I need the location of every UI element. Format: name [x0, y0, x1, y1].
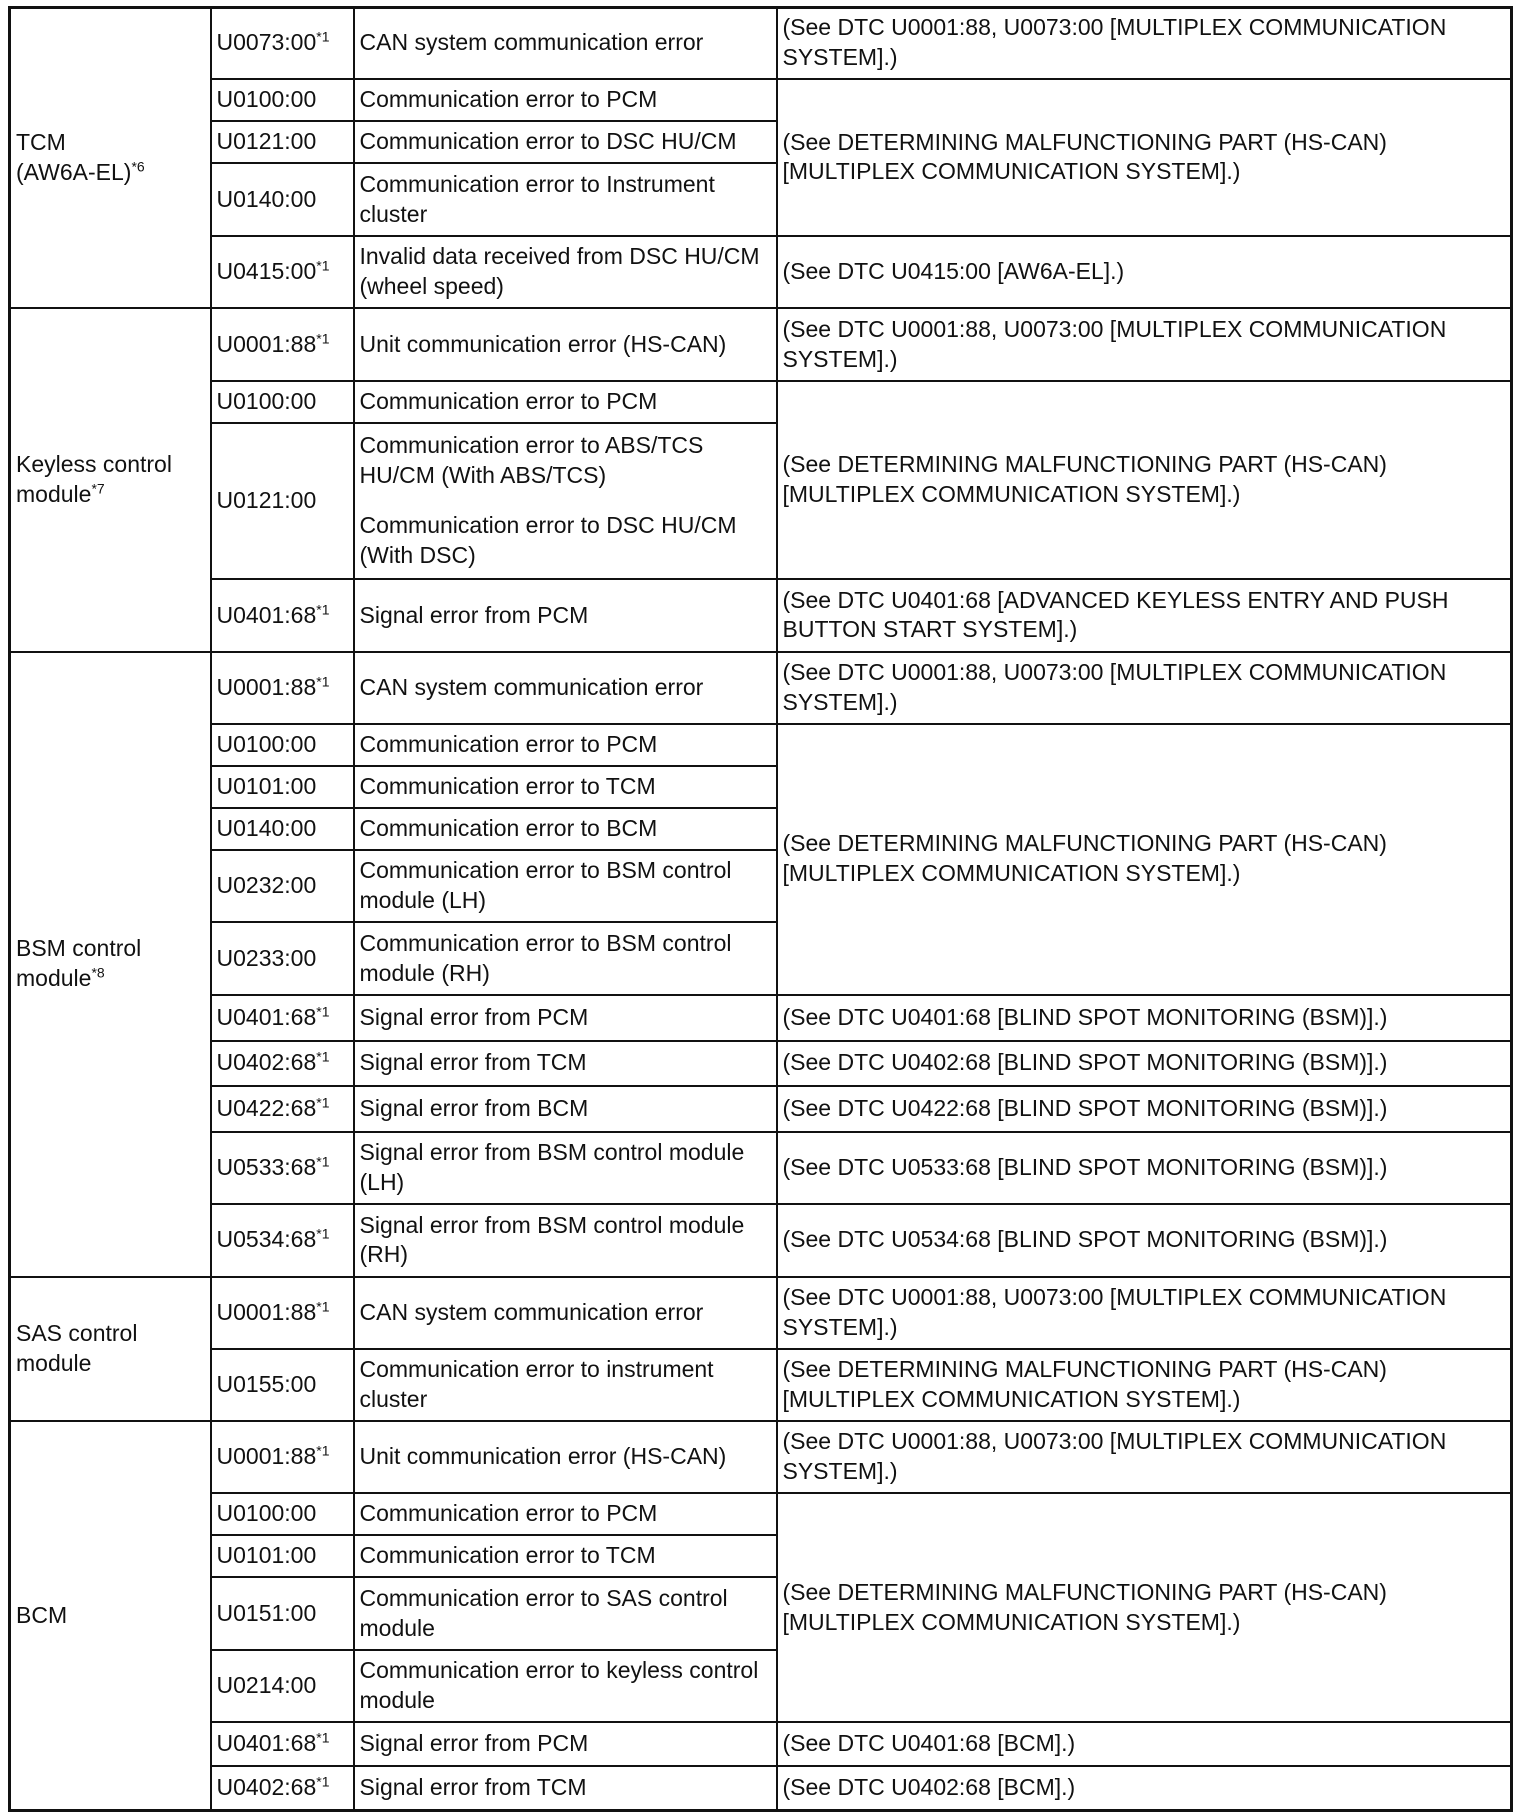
dtc-code-cell: [211, 1577, 354, 1649]
dtc-code: U0415:00: [216, 258, 317, 285]
dtc-code-cell: [211, 1041, 354, 1086]
module-cell: [10, 1421, 211, 1811]
dtc-footnote: *1: [316, 600, 330, 617]
dtc-code-cell: [211, 8, 354, 79]
dtc-code: U0100:00: [216, 85, 317, 112]
table-row: [10, 1132, 1512, 1204]
module-name: BCM: [16, 1601, 68, 1628]
dtc-description: Communication error to instrument cluster: [354, 1349, 777, 1421]
dtc-code: U0101:00: [216, 773, 317, 800]
dtc-description: Communication error to BSM control module (RH): [354, 922, 777, 994]
dtc-reference: (See DETERMINING MALFUNCTIONING PART (HS-CAN) [MULTIPLEX COMMUNICATION SYSTEM].): [777, 381, 1512, 580]
dtc-description: Signal error from TCM: [354, 1766, 777, 1810]
module-cell: [10, 1277, 211, 1421]
dtc-description: Unit communication error (HS-CAN): [354, 1421, 777, 1493]
dtc-reference: (See DETERMINING MALFUNCTIONING PART (HS-CAN) [MULTIPLEX COMMUNICATION SYSTEM].): [777, 1493, 1512, 1722]
dtc-description: Communication error to Instrument cluster: [354, 163, 777, 236]
dtc-reference: (See DTC U0401:68 [BCM].): [777, 1722, 1512, 1766]
dtc-reference: (See DTC U0001:88, U0073:00 [MULTIPLEX COMMUNICATION SYSTEM].): [777, 1421, 1512, 1493]
dtc-code-cell: [211, 423, 354, 580]
dtc-code-cell: [211, 1493, 354, 1535]
dtc-code: U0534:68: [216, 1226, 317, 1253]
table-row: [10, 1277, 1512, 1349]
dtc-code-cell: [211, 808, 354, 850]
table-row: [10, 1041, 1512, 1086]
table-row: [10, 579, 1512, 651]
dtc-code: U0151:00: [216, 1599, 317, 1626]
dtc-description: Invalid data received from DSC HU/CM (wheel speed): [354, 236, 777, 308]
dtc-code: U0402:68: [216, 1774, 317, 1801]
module-name: Keyless control module: [16, 451, 172, 507]
dtc-reference: (See DTC U0533:68 [BLIND SPOT MONITORING (BSM)].): [777, 1132, 1512, 1204]
dtc-footnote: *1: [316, 1003, 330, 1020]
dtc-description: Signal error from PCM: [354, 1722, 777, 1766]
dtc-description: Communication error to keyless control module: [354, 1650, 777, 1722]
table-row: [10, 308, 1512, 380]
dtc-reference: (See DTC U0402:68 [BCM].): [777, 1766, 1512, 1810]
dtc-description: Signal error from BSM control module (RH): [354, 1204, 777, 1276]
dtc-description: Communication error to BSM control module (LH): [354, 850, 777, 922]
dtc-code-cell: [211, 1132, 354, 1204]
dtc-reference: (See DTC U0415:00 [AW6A-EL].): [777, 236, 1512, 308]
dtc-footnote: *1: [316, 1153, 330, 1170]
table-row: [10, 1349, 1512, 1421]
dtc-code: U0533:68: [216, 1154, 317, 1181]
dtc-description: CAN system communication error: [354, 652, 777, 724]
table-row: [10, 1722, 1512, 1766]
dtc-code: U0140:00: [216, 815, 317, 842]
dtc-code-cell: [211, 995, 354, 1041]
dtc-description: Communication error to PCM: [354, 724, 777, 766]
dtc-code: U0001:88: [216, 1298, 317, 1325]
dtc-code-cell: [211, 850, 354, 922]
module-cell: [10, 8, 211, 309]
table-row: [10, 1766, 1512, 1810]
dtc-code-cell: [211, 79, 354, 121]
dtc-code: U0402:68: [216, 1049, 317, 1076]
dtc-description: Communication error to PCM: [354, 381, 777, 423]
dtc-table: [8, 6, 1513, 1812]
dtc-code: U0401:68: [216, 1003, 317, 1030]
module-footnote: *8: [91, 964, 105, 981]
dtc-footnote: *1: [316, 1442, 330, 1459]
dtc-description: Communication error to TCM: [354, 766, 777, 808]
dtc-description: Communication error to DSC HU/CM: [354, 121, 777, 163]
table-row: [10, 995, 1512, 1041]
module-name: BSM control module: [16, 935, 142, 992]
dtc-code-cell: [211, 1204, 354, 1276]
dtc-footnote: *1: [316, 329, 330, 346]
dtc-code-cell: [211, 1722, 354, 1766]
module-cell: [10, 652, 211, 1277]
dtc-description-cell: [354, 423, 777, 580]
table-row: [10, 79, 1512, 121]
dtc-footnote: *1: [316, 1094, 330, 1111]
dtc-reference: (See DTC U0422:68 [BLIND SPOT MONITORING (BSM)].): [777, 1086, 1512, 1132]
dtc-code-cell: [211, 1535, 354, 1577]
dtc-reference: (See DETERMINING MALFUNCTIONING PART (HS-CAN) [MULTIPLEX COMMUNICATION SYSTEM].): [777, 79, 1512, 236]
table-row: [10, 236, 1512, 308]
dtc-footnote: *1: [316, 1225, 330, 1242]
dtc-footnote: *1: [316, 1729, 330, 1746]
dtc-description: Communication error to SAS control module: [354, 1577, 777, 1649]
dtc-description: Signal error from BCM: [354, 1086, 777, 1132]
dtc-description: CAN system communication error: [354, 1277, 777, 1349]
dtc-code: U0140:00: [216, 185, 317, 212]
table-row: [10, 8, 1512, 79]
dtc-code: U0422:68: [216, 1095, 317, 1122]
table-row: [10, 1204, 1512, 1276]
dtc-reference: (See DTC U0402:68 [BLIND SPOT MONITORING (BSM)].): [777, 1041, 1512, 1086]
dtc-description-alt: Communication error to DSC HU/CM (With DSC): [359, 512, 737, 568]
dtc-description: Signal error from TCM: [354, 1041, 777, 1086]
dtc-code: U0001:88: [216, 330, 317, 357]
dtc-description: Communication error to BCM: [354, 808, 777, 850]
dtc-footnote: *1: [316, 257, 330, 274]
dtc-footnote: *1: [316, 1773, 330, 1790]
dtc-code: U0100:00: [216, 1500, 317, 1527]
dtc-reference: (See DTC U0001:88, U0073:00 [MULTIPLEX COMMUNICATION SYSTEM].): [777, 308, 1512, 380]
dtc-reference: (See DETERMINING MALFUNCTIONING PART (HS-CAN) [MULTIPLEX COMMUNICATION SYSTEM].): [777, 724, 1512, 995]
dtc-code: U0232:00: [216, 872, 317, 899]
dtc-reference: (See DTC U0001:88, U0073:00 [MULTIPLEX COMMUNICATION SYSTEM].): [777, 1277, 1512, 1349]
dtc-code-cell: [211, 724, 354, 766]
table-row: [10, 652, 1512, 724]
table-row: [10, 1086, 1512, 1132]
dtc-description: Communication error to PCM: [354, 1493, 777, 1535]
dtc-description: Unit communication error (HS-CAN): [354, 308, 777, 380]
dtc-description: CAN system communication error: [354, 8, 777, 79]
dtc-code: U0100:00: [216, 387, 317, 414]
dtc-code: U0155:00: [216, 1370, 317, 1397]
dtc-code: U0233:00: [216, 944, 317, 971]
dtc-code: U0001:88: [216, 1443, 317, 1470]
dtc-footnote: *1: [316, 1048, 330, 1065]
dtc-code-cell: [211, 236, 354, 308]
module-name: SAS control module: [16, 1319, 138, 1376]
dtc-code-cell: [211, 922, 354, 994]
dtc-code-cell: [211, 381, 354, 423]
dtc-code: U0401:68: [216, 1730, 317, 1757]
dtc-code: U0073:00: [216, 29, 317, 56]
dtc-code: U0121:00: [216, 127, 317, 154]
dtc-description: Signal error from PCM: [354, 995, 777, 1041]
module-cell: [10, 308, 211, 651]
dtc-reference: (See DTC U0401:68 [ADVANCED KEYLESS ENTRY AND PUSH BUTTON START SYSTEM].): [777, 579, 1512, 651]
dtc-footnote: *1: [316, 28, 330, 45]
dtc-code-cell: [211, 652, 354, 724]
dtc-document: [8, 6, 1510, 1812]
dtc-code: U0401:68: [216, 601, 317, 628]
dtc-code-cell: [211, 1650, 354, 1722]
dtc-description: Signal error from BSM control module (LH): [354, 1132, 777, 1204]
dtc-description: Communication error to ABS/TCS HU/CM (With ABS/TCS): [359, 432, 704, 489]
dtc-code: U0214:00: [216, 1671, 317, 1698]
table-row: [10, 1493, 1512, 1535]
dtc-reference: (See DTC U0534:68 [BLIND SPOT MONITORING (BSM)].): [777, 1204, 1512, 1276]
dtc-code-cell: [211, 308, 354, 380]
dtc-code: U0100:00: [216, 730, 317, 757]
dtc-code-cell: [211, 1086, 354, 1132]
dtc-code-cell: [211, 1277, 354, 1349]
dtc-code: U0101:00: [216, 1542, 317, 1569]
dtc-description: Communication error to TCM: [354, 1535, 777, 1577]
dtc-reference: (See DTC U0401:68 [BLIND SPOT MONITORING (BSM)].): [777, 995, 1512, 1041]
table-row: [10, 724, 1512, 766]
dtc-code-cell: [211, 1766, 354, 1810]
dtc-description: Communication error to PCM: [354, 79, 777, 121]
dtc-description: Signal error from PCM: [354, 579, 777, 651]
dtc-code-cell: [211, 163, 354, 236]
dtc-footnote: *1: [316, 1298, 330, 1315]
module-name: TCM (AW6A-EL): [16, 129, 132, 186]
dtc-code-cell: [211, 579, 354, 651]
dtc-code: U0121:00: [216, 487, 317, 514]
dtc-code: U0001:88: [216, 673, 317, 700]
module-footnote: *6: [131, 158, 145, 175]
dtc-reference: (See DETERMINING MALFUNCTIONING PART (HS-CAN) [MULTIPLEX COMMUNICATION SYSTEM].): [777, 1349, 1512, 1421]
dtc-code-cell: [211, 1421, 354, 1493]
table-row: [10, 1421, 1512, 1493]
dtc-reference: (See DTC U0001:88, U0073:00 [MULTIPLEX COMMUNICATION SYSTEM].): [777, 8, 1512, 79]
module-footnote: *7: [91, 480, 105, 497]
dtc-reference: (See DTC U0001:88, U0073:00 [MULTIPLEX COMMUNICATION SYSTEM].): [777, 652, 1512, 724]
dtc-code-cell: [211, 1349, 354, 1421]
dtc-code-cell: [211, 121, 354, 163]
dtc-code-cell: [211, 766, 354, 808]
table-row: [10, 381, 1512, 423]
dtc-footnote: *1: [316, 673, 330, 690]
